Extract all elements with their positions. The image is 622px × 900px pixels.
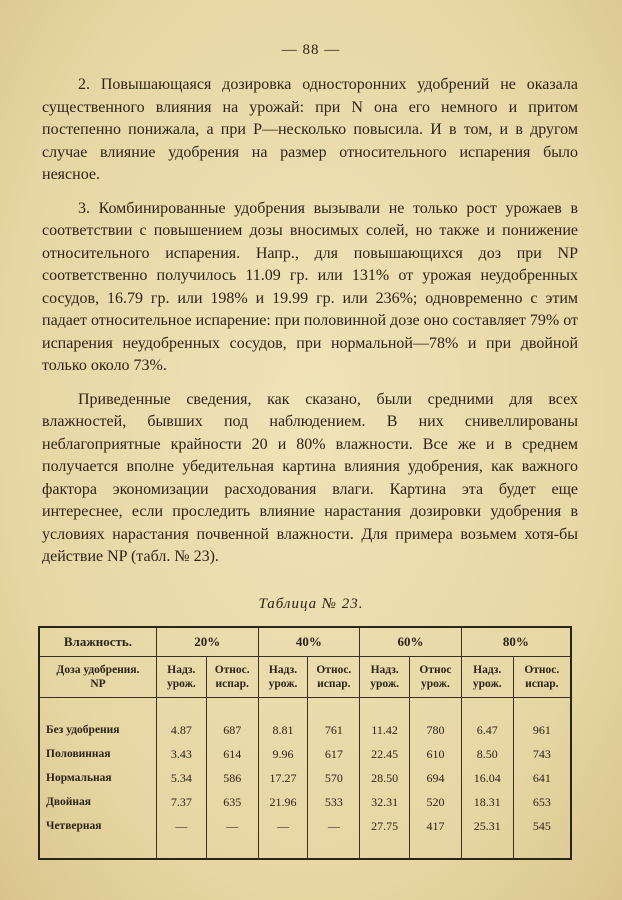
header-moisture-60: 60% — [360, 627, 462, 657]
table-cell: 961 — [513, 718, 571, 742]
table-cell: 27.75 — [360, 814, 410, 838]
table-row — [39, 742, 571, 766]
row-label: Без удобрения — [39, 718, 156, 742]
table-cell: 610 — [410, 742, 462, 766]
table-row — [39, 790, 571, 814]
row-label: Половинная — [39, 742, 156, 766]
table-cell: 694 — [410, 766, 462, 790]
table-title: Таблица № 23. — [258, 596, 364, 612]
table-cell: 687 — [206, 718, 258, 742]
table-cell: 21.96 — [258, 790, 308, 814]
table-cell: 533 — [308, 790, 360, 814]
subheader-cell: Относ. испар. — [308, 657, 360, 698]
table-cell: 3.43 — [156, 742, 206, 766]
table-cell: — — [308, 814, 360, 838]
body-text — [42, 74, 578, 580]
paragraph-3: 3. Комбинированные удобрения вызывали не только рост урожаев в соответствии с повышением дозы вносимых солей, но также и понижение относительного испарения. Напр., для повышающихся доз при NP соответственно получилось 11.09 гр. или 131% от урожая неудобренных сосудов, 16.79 гр. или 198% и 19.99 гр. или 236%; одновременно с этим падает относительное испарение: при половинной дозе оно составляет 79% от испарения неудобренных сосудов, при нормальной—78% и при двойной только около 73%. — [42, 199, 578, 374]
header-dose-line2: NP — [90, 678, 106, 690]
page-number: — 88 — — [281, 42, 341, 58]
table-cell: — — [258, 814, 308, 838]
table-cell: 635 — [206, 790, 258, 814]
subheader-cell: Относ. испар. — [513, 657, 571, 698]
subheader-cell: Относ урож. — [410, 657, 462, 698]
data-table — [38, 626, 572, 860]
table-cell: 8.81 — [258, 718, 308, 742]
table-cell: 5.34 — [156, 766, 206, 790]
subheader-cell: Относ. испар. — [206, 657, 258, 698]
table-cell: 417 — [410, 814, 462, 838]
table-cell: 7.37 — [156, 790, 206, 814]
table-cell: 743 — [513, 742, 571, 766]
table-cell: 545 — [513, 814, 571, 838]
table-cell: — — [156, 814, 206, 838]
table-cell: 11.42 — [360, 718, 410, 742]
table-cell: 520 — [410, 790, 462, 814]
table-cell: 653 — [513, 790, 571, 814]
header-dose-line1: Доза удобрения. — [56, 664, 140, 676]
table-row — [39, 718, 571, 742]
table-cell: 18.31 — [461, 790, 513, 814]
table-cell: 32.31 — [360, 790, 410, 814]
table-cell: — — [206, 814, 258, 838]
table-row — [39, 814, 571, 838]
paragraph-summary: Приведенные сведения, как сказано, были средними для всех влажностей, бывших под наблюдением. В них снивеллированы неблагоприятные крайности 20 и 80% влажности. Все же и в среднем получается вполне убедительная картина влияния удобрения, как важного фактора экономизации расходования влаги. Картина эта будет еще интереснее, если проследить влияние нарастания дозировки удобрения в условиях нарастания почвенной влажности. Для примера возьмем хотя-бы действие NP (табл. № 23). — [42, 390, 578, 565]
table-cell: 8.50 — [461, 742, 513, 766]
header-moisture-40: 40% — [258, 627, 360, 657]
table-cell: 25.31 — [461, 814, 513, 838]
table-cell: 614 — [206, 742, 258, 766]
subheader-cell: Надз. урож. — [461, 657, 513, 698]
table-row — [39, 766, 571, 790]
header-dose-label — [39, 657, 156, 698]
subheader-cell: Надз. урож. — [156, 657, 206, 698]
table-cell: 17.27 — [258, 766, 308, 790]
table-cell: 641 — [513, 766, 571, 790]
row-label: Четверная — [39, 814, 156, 838]
table-cell: 4.87 — [156, 718, 206, 742]
header-moisture-label: Влажность. — [39, 627, 156, 657]
header-row-measures — [39, 657, 571, 698]
subheader-cell: Надз. урож. — [360, 657, 410, 698]
table-cell: 780 — [410, 718, 462, 742]
table-cell: 570 — [308, 766, 360, 790]
table-cell: 761 — [308, 718, 360, 742]
table-body — [39, 698, 571, 860]
row-label: Нормальная — [39, 766, 156, 790]
header-moisture-80: 80% — [461, 627, 571, 657]
table-cell: 617 — [308, 742, 360, 766]
paragraph-2: 2. Повышающаяся дозировка односторонних удобрений не оказала существенного влияния на урожай: при N она его немного и притом постепенно понижала, а при Р—несколько повысила. И в том, и в другом случае влияние удобрения на размер относительного испарения было неясное. — [42, 76, 578, 183]
table-cell: 586 — [206, 766, 258, 790]
table-cell: 9.96 — [258, 742, 308, 766]
table-cell: 22.45 — [360, 742, 410, 766]
table-cell: 16.04 — [461, 766, 513, 790]
row-label: Двойная — [39, 790, 156, 814]
header-row-moisture — [39, 627, 571, 657]
header-moisture-20: 20% — [156, 627, 258, 657]
table-cell: 28.50 — [360, 766, 410, 790]
subheader-cell: Надз. урож. — [258, 657, 308, 698]
table-cell: 6.47 — [461, 718, 513, 742]
